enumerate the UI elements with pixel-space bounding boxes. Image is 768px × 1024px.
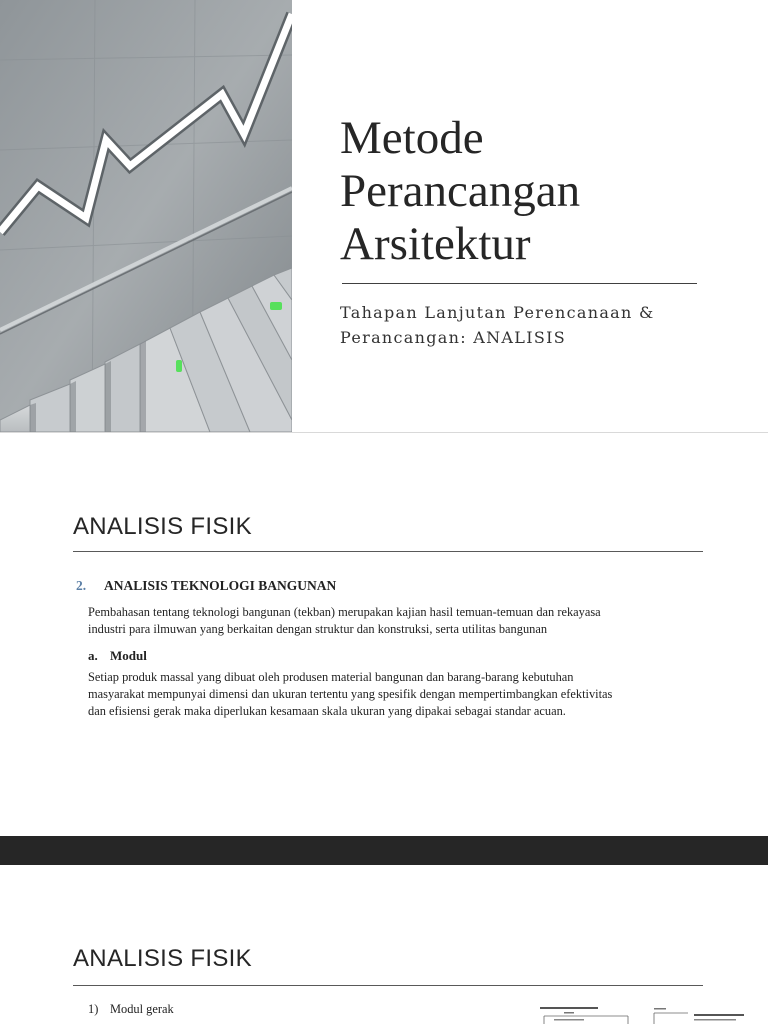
paragraph-line: industri para ilmuwan yang berkaitan dengan struktur dan konstruksi, serta utilitas bangunan [88, 622, 548, 636]
sub-heading [88, 648, 147, 664]
title-line: Perancangan [340, 165, 581, 217]
title-line: Metode [340, 112, 484, 164]
layout-diagram-thumbnail [652, 1005, 752, 1024]
paragraph-line: Pembahasan tentang teknologi bangunan (tekban) merupakan kajian hasil temuan-temuan dan rekayasa [88, 605, 601, 619]
analysis-slide-continued [0, 865, 768, 1024]
title-divider [342, 283, 697, 284]
title-slide [0, 0, 768, 432]
paragraph [88, 604, 688, 638]
section-title: ANALISIS FISIK [73, 945, 252, 972]
slide-gap-band [0, 836, 768, 865]
list-item-number: 1) [88, 1002, 99, 1016]
subtitle-line: Tahapan Lanjutan Perencanaan & [340, 303, 655, 322]
subtitle-line: Perancangan: ANALISIS [340, 328, 566, 347]
paragraph-line: Setiap produk massal yang dibuat oleh produsen material bangunan dan barang-barang kebutuhan [88, 670, 574, 684]
stairs-graph-photo [0, 0, 292, 432]
list-item [88, 1002, 174, 1017]
numbered-heading [76, 578, 336, 594]
section-divider [73, 985, 703, 986]
paragraph-line: masyarakat mempunyai dimensi dan ukuran tertentu yang spesifik dengan mempertimbangkan efektivitas [88, 687, 613, 701]
section-divider [73, 551, 703, 552]
sub-heading-letter: a. [88, 648, 98, 663]
analysis-slide [0, 433, 768, 836]
presentation-title [340, 112, 720, 271]
section-title: ANALISIS FISIK [73, 513, 252, 540]
paragraph-line: dan efisiensi gerak maka diperlukan kesamaan skala ukuran yang dipakai sebagai standar acuan. [88, 704, 566, 718]
sub-heading-text: Modul [110, 648, 147, 663]
presentation-subtitle [340, 300, 700, 350]
layout-diagram-thumbnail [536, 1005, 636, 1024]
title-line: Arsitektur [340, 218, 531, 270]
paragraph [88, 669, 688, 720]
heading-number: 2. [76, 578, 87, 593]
list-item-text: Modul gerak [110, 1002, 174, 1016]
heading-text: ANALISIS TEKNOLOGI BANGUNAN [104, 578, 337, 593]
